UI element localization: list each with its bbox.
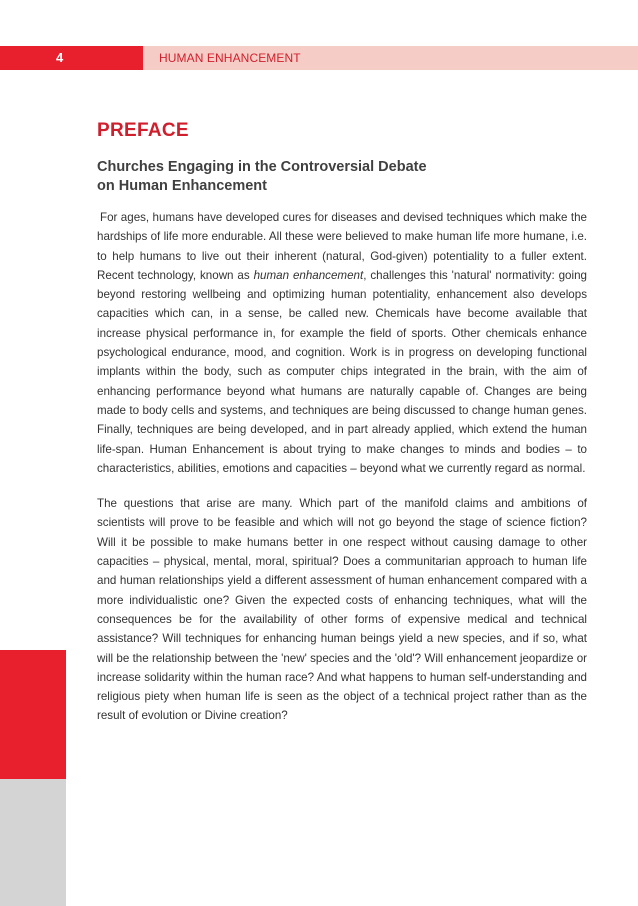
paragraph-2: The questions that arise are many. Which part of the manifold claims and ambitions of scientists will prove to be feasible and which will not go beyond the stage of science fiction? Will it be possible to make humans better in one respect without causing damage to other capacities – physical, mental, moral, spiritual? Does a communitarian approach to human life and human relationships yield a different assessment of human enhancement compared with a more individualistic one? Given the expected costs of enhancing techniques, what will the consequences be for the availability of other forms of expensive medical and technical assistance? Will techniques for enhancing human beings yield a new species, and if so, what will be the relationship between the 'new' species and the 'old'? Will enhancement jeopardize or increase solidarity within the human race? And what happens to human self-understanding and religious piety when human life is seen as the object of a technical project rather than as the result of evolution or Divine creation?: [97, 497, 587, 723]
subheading-line-2: on Human Enhancement: [97, 178, 267, 194]
page-number: 4: [56, 50, 64, 65]
paragraph-1-term: human enhancement: [253, 268, 364, 282]
subheading: [97, 158, 477, 196]
side-accent-red: [0, 650, 66, 779]
paragraph-1: [97, 208, 587, 478]
page-number-block: [0, 46, 143, 70]
subheading-line-1: Churches Engaging in the Controversial Debate: [97, 159, 427, 175]
page-title: PREFACE: [97, 120, 189, 141]
paragraph-1-text-a: For ages, humans have developed cures for diseases and devised techniques which make the hardships of life more endurable. All these were believed to make human life more humane, i.e. to help humans to live out their inherent (natural, God-given) potentiality to a fuller extent. Recent technology, known as: [97, 211, 587, 282]
side-accent-gray: [0, 779, 66, 906]
running-title: HUMAN ENHANCEMENT: [159, 51, 301, 65]
article-content: [97, 118, 587, 726]
paragraph-1-text-b: , challenges this 'natural' normativity: going beyond restoring wellbeing and optimizing human potentiality, enhancement also develops capacities which can, in a sense, be called new. Chemicals have become available that increase physical performance in, for example the field of sports. Other chemicals enhance psychological endurance, mood, and cognition. Work is in progress on developing functional implants within the body, such as computer chips integrated in the brain, with the aim of enhancing performance beyond what humans are naturally capable of. Changes are being made to body cells and systems, and techniques are being discussed to change human genes. Finally, techniques are being developed, and in part already applied, which extend the human life-span. Human Enhancement is about trying to make changes to minds and bodies – to characteristics, abilities, emotions and capacities – beyond what we currently regard as normal.: [97, 268, 587, 475]
